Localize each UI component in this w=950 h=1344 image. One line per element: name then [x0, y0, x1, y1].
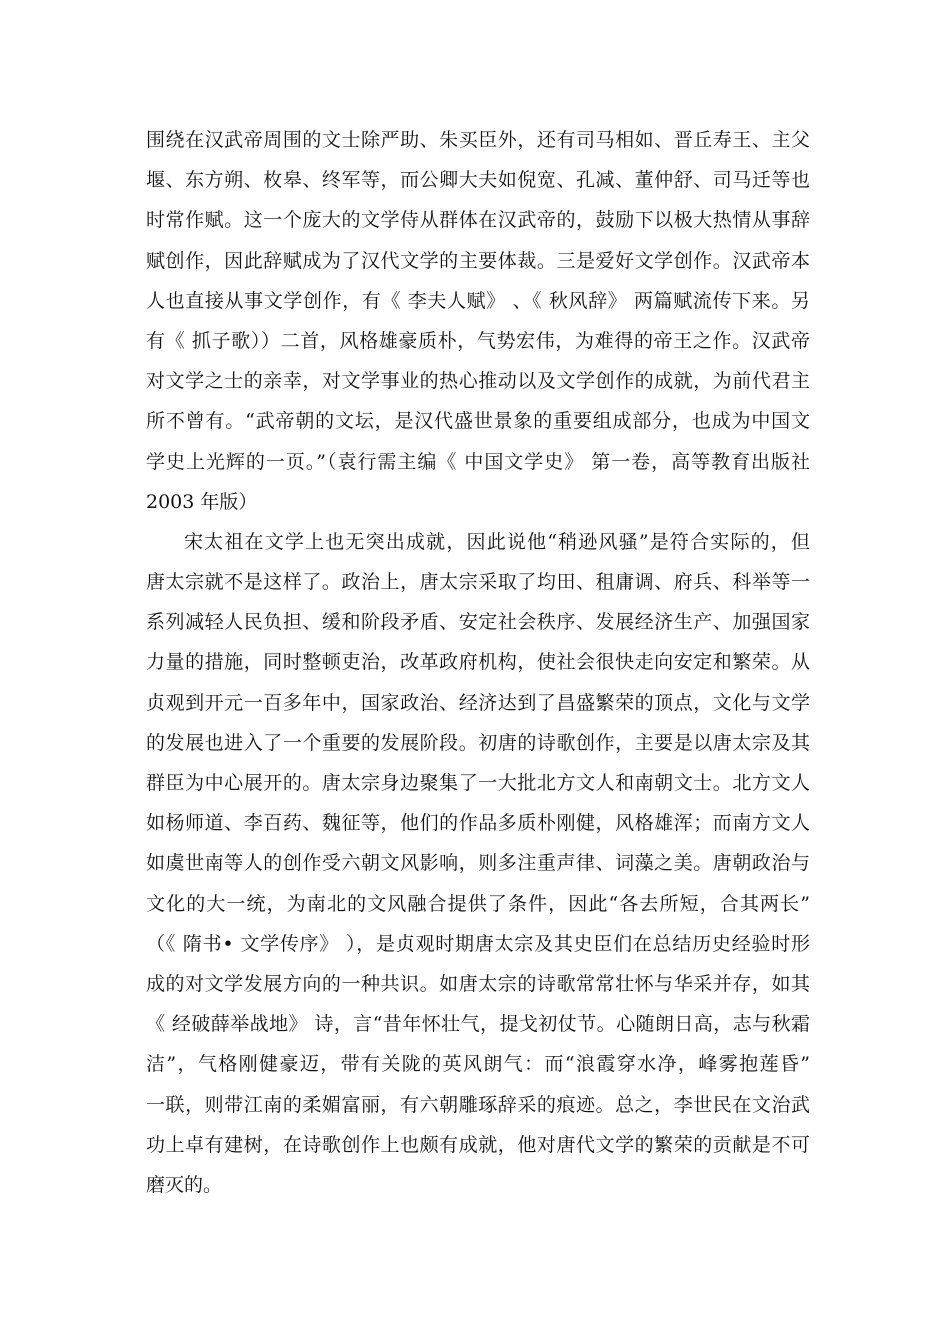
- text-line: 洁”，气格刚健豪迈，带有关陇的英风朗气：而“浪霞穿水净，峰雾抱莲昏”: [146, 1053, 810, 1076]
- text-line: 围绕在汉武帝周围的文士除严助、朱买臣外，还有司马相如、晋丘寿王、主父: [146, 129, 810, 151]
- text-line: 2003 年版）: [146, 490, 258, 513]
- text-line: 的发展也进入了一个重要的发展阶段。初唐的诗歌创作，主要是以唐太宗及其: [146, 731, 810, 754]
- document-body: [146, 120, 810, 1205]
- text-line: 一联，则带江南的柔媚富丽，有六朝雕琢辞采的痕迹。总之，李世民在文治武: [146, 1093, 810, 1116]
- text-line: 功上卓有建树，在诗歌创作上也颇有成就，他对唐代文学的繁荣的贡献是不可: [146, 1133, 810, 1156]
- text-line: 宋太祖在文学上也无突出成就，因此说他“稍逊风骚”是符合实际的，但: [184, 530, 810, 553]
- text-line: （《 隋书• 文学传序》 ），是贞观时期唐太宗及其史臣们在总结历史经验时形: [146, 932, 810, 955]
- text-line: 力量的措施，同时整顿吏治，改革政府机构，使社会很快走向安定和繁荣。从: [146, 651, 810, 674]
- text-line: 群臣为中心展开的。唐太宗身边聚集了一大批北方文人和南朝文士。北方文人: [146, 772, 810, 794]
- paragraph-tang-taizong: [146, 522, 810, 1205]
- text-line: 堰、东方朔、枚皋、终军等，而公卿大夫如倪宽、孔减、董仲舒、司马迁等也: [146, 169, 810, 192]
- text-line: 学史上光辉的一页。”（袁行需主编《 中国文学史》 第一卷，高等教育出版社: [146, 450, 810, 473]
- text-line: 如杨师道、李百药、魏征等，他们的作品多质朴刚健，风格雄浑；而南方文人: [146, 812, 810, 835]
- text-line: 贞观到开元一百多年中，国家政治、经济达到了昌盛繁荣的顶点，文化与文学: [146, 691, 810, 714]
- text-line: 有《 抓子歌））二首，风格雄豪质朴，气势宏伟，为难得的帝王之作。汉武帝: [146, 329, 810, 352]
- text-line: 系列减轻人民负担、缓和阶段矛盾、安定社会秩序、发展经济生产、加强国家: [146, 611, 810, 634]
- text-line: 所不曾有。“武帝朝的文坛，是汉代盛世景象的重要组成部分，也成为中国文: [146, 410, 810, 433]
- text-line: 对文学之士的亲幸，对文学事业的热心推动以及文学创作的成就，为前代君主: [146, 370, 810, 393]
- text-line: 时常作赋。这一个庞大的文学侍从群体在汉武帝的，鼓励下以极大热情从事辞: [146, 209, 810, 232]
- text-line: 磨灭的。: [146, 1173, 223, 1196]
- text-line: 成的对文学发展方向的一种共识。如唐太宗的诗歌常常壮怀与华采并存，如其: [146, 972, 810, 995]
- text-line: 人也直接从事文学创作，有《 李夫人赋》 、《 秋风辞》 两篇赋流传下来。另: [146, 289, 810, 312]
- text-line: 唐太宗就不是这样了。政治上，唐太宗采取了均田、租庸调、府兵、科举等一: [146, 571, 810, 594]
- text-line: 赋创作，因此辞赋成为了汉代文学的主要体裁。三是爱好文学创作。汉武帝本: [146, 249, 810, 272]
- paragraph-han-wudi: [146, 120, 810, 522]
- text-line: 文化的大一统，为南北的文风融合提供了条件，因此“各去所短，合其两长”: [146, 892, 810, 915]
- text-line: 《 经破薛举战地》 诗，言“昔年怀壮气，提戈初仗节。心随朗日高，志与秋霜: [146, 1013, 810, 1036]
- text-line: 如虞世南等人的创作受六朝文风影响，则多注重声律、词藻之美。唐朝政治与: [146, 852, 810, 875]
